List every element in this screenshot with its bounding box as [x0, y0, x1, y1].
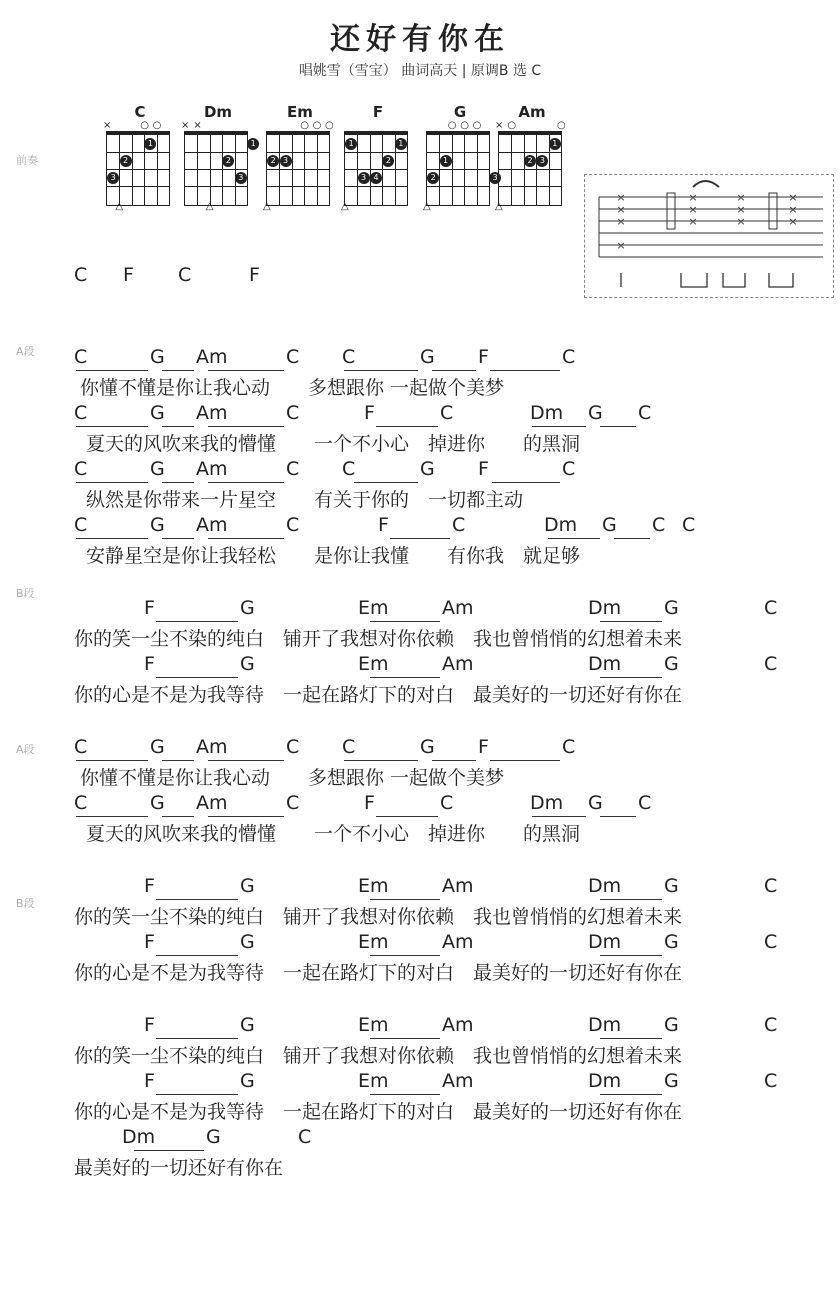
svg-text:×: × — [788, 215, 798, 228]
chord-symbol: G — [664, 1014, 679, 1036]
root-string-marker: △ — [423, 201, 431, 212]
chord-symbol: G — [664, 875, 679, 897]
chord-duration-line — [156, 677, 238, 678]
chord-symbol: G — [602, 514, 617, 536]
chord-symbol: G — [150, 736, 165, 758]
lyric-line — [0, 736, 840, 796]
chord-symbol: Am — [196, 346, 228, 368]
chord-symbol: Dm — [588, 653, 622, 675]
lyric-text: 你懂不懂是你让我心动 多想跟你 一起做个美梦 — [80, 377, 505, 399]
finger-dot: 4 — [370, 172, 382, 184]
chord-symbol: F — [364, 402, 375, 424]
string-line — [536, 135, 537, 205]
chord-symbol: C — [286, 736, 300, 758]
chord-duration-line — [490, 370, 560, 371]
lyric-text: 你的笑一尘不染的纯白 铺开了我想对你依赖 我也曾悄悄的幻想着未来 — [74, 628, 683, 650]
intro-chord: C — [178, 264, 192, 286]
chord-symbol: F — [478, 346, 489, 368]
chord-symbol: F — [364, 792, 375, 814]
string-line — [304, 135, 305, 205]
finger-dot: 1 — [440, 155, 452, 167]
svg-text:×: × — [788, 191, 798, 204]
chord-symbol: F — [144, 653, 155, 675]
chord-duration-line — [344, 760, 418, 761]
chord-symbol: Am — [442, 931, 474, 953]
song-title: 还好有你在 — [330, 22, 510, 57]
lyric-line — [0, 597, 840, 657]
chord-duration-line — [76, 538, 148, 539]
chord-duration-line — [600, 1038, 662, 1039]
chord-diagram — [260, 103, 340, 213]
chord-symbol: G — [240, 597, 255, 619]
chord-symbol: F — [378, 514, 389, 536]
root-string-marker: △ — [263, 201, 271, 212]
fret-line — [499, 152, 561, 153]
chord-duration-line — [208, 426, 284, 427]
chord-symbol: C — [440, 402, 454, 424]
chord-duration-line — [600, 1094, 662, 1095]
chord-duration-line — [76, 760, 148, 761]
fretboard-grid — [344, 131, 408, 206]
chord-symbol: G — [240, 1014, 255, 1036]
lyric-line — [0, 875, 840, 935]
finger-dot: 3 — [235, 172, 247, 184]
chord-duration-line — [600, 677, 662, 678]
chord-symbol: Am — [196, 458, 228, 480]
chord-symbol: Am — [196, 514, 228, 536]
chord-symbol: G — [420, 736, 435, 758]
svg-text:×: × — [616, 191, 626, 204]
section-label-a2: A段 — [16, 743, 35, 756]
open-string-mark: ○ — [460, 120, 469, 131]
chord-symbol: G — [150, 514, 165, 536]
lyric-line — [0, 1126, 840, 1186]
chord-symbol: Am — [196, 792, 228, 814]
chord-duration-line — [600, 621, 662, 622]
chord-symbol: Dm — [544, 514, 578, 536]
chord-diagram — [420, 103, 500, 213]
chord-duration-line — [600, 899, 662, 900]
lyric-text: 最美好的一切还好有你在 — [74, 1157, 284, 1179]
chord-symbol: C — [74, 514, 88, 536]
fret-line — [267, 152, 329, 153]
chord-symbol: G — [240, 653, 255, 675]
chord-symbol: G — [240, 931, 255, 953]
string-line — [524, 135, 525, 205]
chord-duration-line — [344, 370, 418, 371]
muted-string-mark: × — [181, 120, 190, 131]
open-string-mark: ○ — [557, 120, 566, 131]
chord-symbol: Dm — [122, 1126, 156, 1148]
svg-text:×: × — [616, 239, 626, 252]
chord-duration-line — [208, 816, 284, 817]
chord-symbol: Am — [442, 653, 474, 675]
lyric-line — [0, 402, 840, 462]
chord-symbol: G — [150, 402, 165, 424]
chord-diagram — [178, 103, 258, 213]
fret-line — [185, 169, 247, 170]
lyric-line — [0, 653, 840, 713]
chord-symbol: C — [74, 736, 88, 758]
svg-text:×: × — [688, 215, 698, 228]
section-label-a1: A段 — [16, 345, 35, 358]
section-label-b1: B段 — [16, 587, 35, 600]
chord-symbol: C — [764, 653, 778, 675]
string-line — [119, 135, 120, 205]
chord-duration-line — [370, 1038, 440, 1039]
chord-symbol: G — [150, 346, 165, 368]
chord-diagram-name: F — [372, 103, 384, 121]
chord-symbol: C — [286, 792, 300, 814]
chord-symbol: G — [420, 458, 435, 480]
finger-dot: 2 — [222, 155, 234, 167]
chord-symbol: Dm — [588, 1070, 622, 1092]
open-string-mark: ○ — [472, 120, 482, 131]
string-line — [279, 135, 280, 205]
chord-duration-line — [370, 677, 440, 678]
song-credits: 唱姚雪（雪宝） 曲词高天 | 原调B 选 C — [298, 63, 542, 79]
chord-symbol: Em — [358, 597, 389, 619]
chord-symbol: C — [764, 1014, 778, 1036]
lyric-line — [0, 1014, 840, 1074]
chord-symbol: C — [764, 875, 778, 897]
chord-duration-line — [370, 899, 440, 900]
open-string-mark: ○ — [152, 120, 162, 131]
chord-symbol: C — [562, 736, 576, 758]
chord-duration-line — [354, 482, 418, 483]
chord-duration-line — [600, 816, 636, 817]
chord-duration-line — [162, 482, 194, 483]
open-string-mark: ○ — [447, 120, 457, 131]
fret-line — [427, 186, 489, 187]
string-line — [210, 135, 211, 205]
chord-symbol: F — [478, 458, 489, 480]
finger-dot: 2 — [120, 155, 132, 167]
chord-symbol: Dm — [588, 597, 622, 619]
svg-text:×: × — [736, 191, 746, 204]
chord-symbol: C — [74, 346, 88, 368]
fret-line — [499, 186, 561, 187]
chord-duration-line — [370, 955, 440, 956]
finger-dot: 2 — [427, 172, 439, 184]
svg-text:×: × — [788, 203, 798, 216]
chord-symbol: C — [342, 346, 356, 368]
chord-symbol: G — [150, 458, 165, 480]
chord-symbol: F — [144, 1070, 155, 1092]
chord-symbol: C — [764, 931, 778, 953]
chord-symbol: C — [298, 1126, 312, 1148]
chord-symbol: Em — [358, 1014, 389, 1036]
chord-symbol: Dm — [530, 792, 564, 814]
chord-symbol: G — [206, 1126, 221, 1148]
chord-symbol: C — [562, 346, 576, 368]
chord-duration-line — [134, 1150, 204, 1151]
chord-symbol: C — [74, 402, 88, 424]
svg-text:×: × — [616, 215, 626, 228]
chord-symbol: C — [682, 514, 696, 536]
finger-dot: 3 — [536, 155, 548, 167]
finger-dot: 3 — [489, 172, 501, 184]
string-line — [317, 135, 318, 205]
lyric-text: 安静星空是你让我轻松 是你让我懂 有你我 就足够 — [86, 545, 581, 567]
chord-duration-line — [156, 1094, 238, 1095]
fret-line — [185, 186, 247, 187]
svg-text:×: × — [616, 203, 626, 216]
chord-symbol: Am — [442, 597, 474, 619]
fretboard-grid — [266, 131, 330, 206]
chord-symbol: Em — [358, 1070, 389, 1092]
chord-diagram-name: G — [453, 103, 467, 121]
fret-line — [107, 169, 169, 170]
fret-line — [267, 169, 329, 170]
open-string-mark: ○ — [300, 120, 309, 131]
svg-text:×: × — [688, 191, 698, 204]
chord-symbol: C — [638, 402, 652, 424]
lyric-text: 纵然是你带来一片星空 有关于你的 一切都主动 — [86, 489, 524, 511]
finger-dot: 3 — [280, 155, 292, 167]
chord-symbol: Em — [358, 653, 389, 675]
chord-duration-line — [490, 760, 560, 761]
strum-pattern-graphic — [585, 175, 833, 297]
chord-duration-line — [492, 482, 560, 483]
chord-duration-line — [614, 538, 650, 539]
chord-duration-line — [548, 538, 600, 539]
finger-dot: 1 — [549, 138, 561, 150]
chord-symbol: F — [144, 597, 155, 619]
chord-duration-line — [162, 538, 194, 539]
open-string-mark: ○ — [312, 120, 322, 131]
finger-dot: 2 — [524, 155, 536, 167]
string-line — [439, 135, 440, 205]
root-string-marker: △ — [115, 201, 124, 212]
root-string-marker: △ — [495, 201, 503, 212]
chord-symbol: C — [764, 1070, 778, 1092]
chord-symbol: F — [478, 736, 489, 758]
chord-duration-line — [76, 482, 148, 483]
chord-symbol: G — [664, 1070, 679, 1092]
chord-symbol: G — [588, 402, 603, 424]
chord-diagram — [100, 103, 180, 213]
chord-symbol: C — [638, 792, 652, 814]
open-string-mark: ○ — [140, 120, 149, 131]
chord-duration-line — [156, 955, 238, 956]
string-line — [382, 135, 383, 205]
lyric-text: 你的心是不是为我等待 一起在路灯下的对白 最美好的一切还好有你在 — [74, 684, 683, 706]
lyric-line — [0, 931, 840, 991]
lyric-line — [0, 792, 840, 852]
string-line — [357, 135, 358, 205]
fret-line — [345, 152, 407, 153]
muted-string-mark: × — [193, 120, 202, 131]
chord-duration-line — [432, 370, 476, 371]
chord-duration-line — [600, 955, 662, 956]
chord-symbol: G — [240, 875, 255, 897]
muted-string-mark: × — [495, 120, 504, 131]
chord-symbol: Am — [196, 402, 228, 424]
lyric-line — [0, 346, 840, 406]
chord-symbol: C — [74, 458, 88, 480]
chord-symbol: Dm — [588, 1014, 622, 1036]
chord-symbol: Dm — [588, 875, 622, 897]
chord-symbol: G — [240, 1070, 255, 1092]
chord-duration-line — [432, 760, 476, 761]
chord-duration-line — [370, 1094, 440, 1095]
lyric-text: 夏天的风吹来我的懵懂 一个不小心 掉进你 的黑洞 — [86, 823, 581, 845]
fret-line — [499, 169, 561, 170]
chord-duration-line — [156, 1038, 238, 1039]
string-line — [197, 135, 198, 205]
root-string-marker: △ — [205, 201, 214, 212]
chord-duration-line — [390, 538, 450, 539]
chord-symbol: G — [588, 792, 603, 814]
string-line — [464, 135, 465, 205]
lyric-line — [0, 1070, 840, 1130]
finger-dot: 2 — [382, 155, 394, 167]
finger-dot: 1 — [247, 138, 259, 150]
chord-symbol: C — [74, 792, 88, 814]
finger-dot: 1 — [144, 138, 156, 150]
chord-duration-line — [156, 621, 238, 622]
chord-symbol: C — [286, 514, 300, 536]
chord-duration-line — [162, 760, 194, 761]
chord-duration-line — [162, 816, 194, 817]
string-line — [132, 135, 133, 205]
string-line — [511, 135, 512, 205]
chord-duration-line — [76, 816, 148, 817]
muted-string-mark: × — [103, 120, 112, 131]
chord-symbol: F — [144, 931, 155, 953]
chord-diagram-name: C — [134, 103, 146, 121]
lyric-text: 夏天的风吹来我的懵懂 一个不小心 掉进你 的黑洞 — [86, 433, 581, 455]
chord-symbol: G — [664, 597, 679, 619]
chord-symbol: C — [562, 458, 576, 480]
chord-symbol: Am — [442, 1014, 474, 1036]
open-string-mark: ○ — [507, 120, 517, 131]
fret-line — [107, 186, 169, 187]
chord-symbol: C — [286, 458, 300, 480]
root-string-marker: △ — [341, 201, 349, 212]
intro-chord: F — [249, 264, 260, 286]
chord-duration-line — [532, 426, 586, 427]
chord-symbol: Em — [358, 931, 389, 953]
chord-duration-line — [208, 538, 284, 539]
string-line — [222, 135, 223, 205]
lyric-text: 你的笑一尘不染的纯白 铺开了我想对你依赖 我也曾悄悄的幻想着未来 — [74, 906, 683, 928]
finger-dot: 3 — [107, 172, 119, 184]
chord-symbol: Dm — [530, 402, 564, 424]
string-line — [452, 135, 453, 205]
chord-diagram-name: Dm — [203, 103, 233, 121]
string-line — [157, 135, 158, 205]
chord-symbol: Dm — [588, 931, 622, 953]
chord-symbol: G — [664, 653, 679, 675]
chord-symbol: C — [286, 346, 300, 368]
chord-duration-line — [376, 426, 438, 427]
chord-symbol: F — [144, 875, 155, 897]
finger-dot: 3 — [358, 172, 370, 184]
fret-line — [107, 152, 169, 153]
svg-text:×: × — [736, 215, 746, 228]
chord-symbol: C — [286, 402, 300, 424]
chord-duration-line — [208, 760, 284, 761]
open-string-mark: ○ — [325, 120, 334, 131]
chord-duration-line — [76, 370, 148, 371]
chord-duration-line — [208, 482, 284, 483]
chord-duration-line — [76, 426, 148, 427]
finger-dot: 1 — [395, 138, 407, 150]
fretboard-grid — [184, 131, 256, 206]
chord-duration-line — [162, 370, 194, 371]
fretboard-grid — [106, 131, 170, 206]
chord-symbol: G — [150, 792, 165, 814]
fret-line — [267, 186, 329, 187]
chord-symbol: C — [342, 736, 356, 758]
chord-duration-line — [600, 426, 636, 427]
section-label-b2: B段 — [16, 897, 35, 910]
chord-diagram — [492, 103, 572, 213]
strum-pattern — [584, 174, 834, 298]
chord-duration-line — [532, 816, 586, 817]
chord-symbol: F — [144, 1014, 155, 1036]
fret-line — [427, 152, 489, 153]
chord-duration-line — [162, 426, 194, 427]
chord-symbol: Am — [196, 736, 228, 758]
chord-duration-line — [376, 816, 438, 817]
chord-duration-line — [370, 621, 440, 622]
finger-dot: 2 — [267, 155, 279, 167]
chord-duration-line — [208, 370, 284, 371]
lyric-text: 你懂不懂是你让我心动 多想跟你 一起做个美梦 — [80, 767, 505, 789]
chord-symbol: C — [342, 458, 356, 480]
section-label-intro: 前奏 — [16, 154, 38, 167]
chord-diagram-name: Em — [287, 103, 313, 121]
chord-symbol: C — [652, 514, 666, 536]
string-line — [477, 135, 478, 205]
chord-diagram — [338, 103, 418, 213]
chord-symbol: G — [420, 346, 435, 368]
chord-symbol: C — [452, 514, 466, 536]
svg-text:×: × — [736, 203, 746, 216]
lyric-line — [0, 514, 840, 574]
fretboard-grid — [426, 131, 498, 206]
svg-text:×: × — [688, 203, 698, 216]
string-line — [370, 135, 371, 205]
chord-symbol: Am — [442, 1070, 474, 1092]
chord-duration-line — [156, 899, 238, 900]
fret-line — [345, 186, 407, 187]
intro-chord: F — [123, 264, 134, 286]
fret-line — [427, 169, 489, 170]
chord-symbol: G — [664, 931, 679, 953]
fret-line — [345, 169, 407, 170]
string-line — [235, 135, 236, 205]
lyric-text: 你的笑一尘不染的纯白 铺开了我想对你依赖 我也曾悄悄的幻想着未来 — [74, 1045, 683, 1067]
chord-symbol: Am — [442, 875, 474, 897]
chord-diagram-name: Am — [518, 103, 546, 121]
intro-chord: C — [74, 264, 88, 286]
lyric-text: 你的心是不是为我等待 一起在路灯下的对白 最美好的一切还好有你在 — [74, 1101, 683, 1123]
finger-dot: 1 — [345, 138, 357, 150]
lyric-text: 你的心是不是为我等待 一起在路灯下的对白 最美好的一切还好有你在 — [74, 962, 683, 984]
chord-symbol: C — [440, 792, 454, 814]
lyric-line — [0, 458, 840, 518]
chord-symbol: C — [764, 597, 778, 619]
string-line — [292, 135, 293, 205]
chord-symbol: Em — [358, 875, 389, 897]
fretboard-grid — [498, 131, 562, 206]
fret-line — [185, 152, 247, 153]
